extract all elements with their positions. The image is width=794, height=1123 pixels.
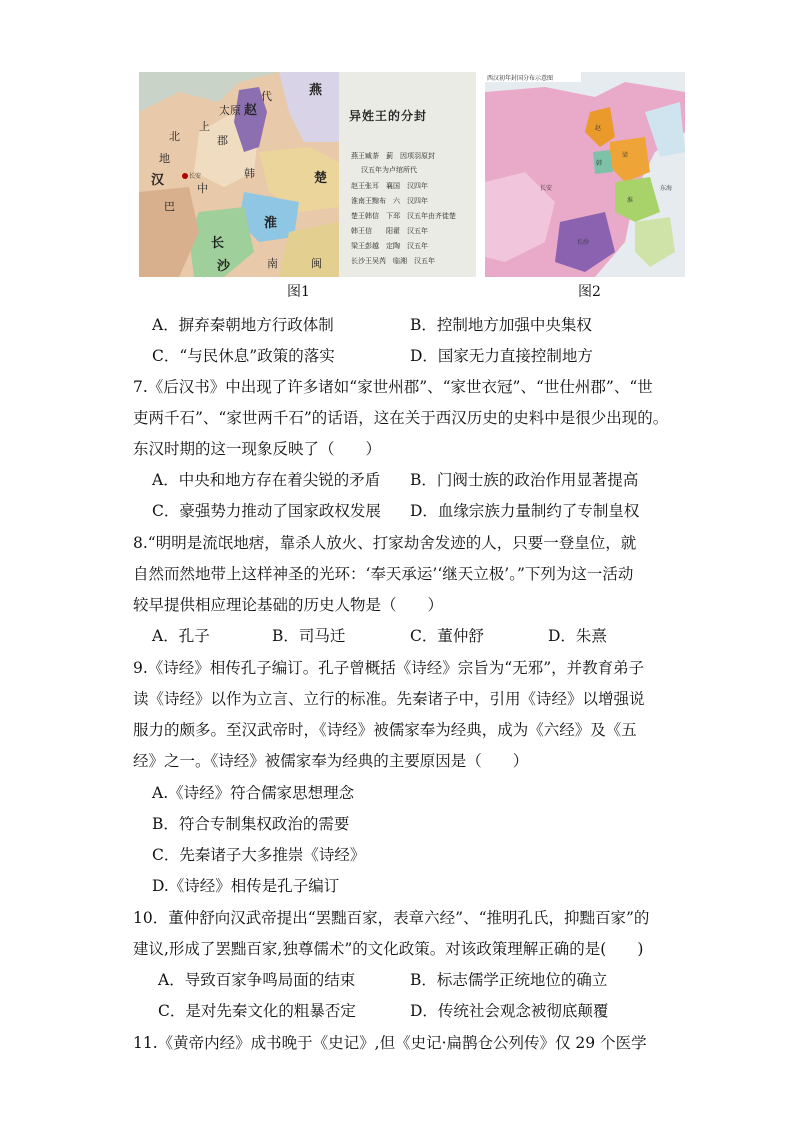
fig2-title: 西汉初年封国分布示意图 [487, 75, 554, 82]
q8-option-c: C．董仲舒 [410, 627, 484, 645]
q9-stem-line-1: 9.《诗经》相传孔子编订。孔子曾概括《诗经》宗旨为“无邪”，并教育弟子 [133, 659, 645, 677]
fig2-label-changan: 长安 [540, 185, 553, 192]
q10-option-c: C．是对先秦文化的粗暴否定 [158, 1002, 356, 1020]
fig1-list-row: 韩王信 阳翟 汉五年 [351, 227, 428, 235]
q9-stem-line-2: 读《诗经》以作为立言、立行的标准。先秦诸子中，引用《诗经》以增强说 [133, 690, 645, 708]
q10-option-d: D．传统社会观念被彻底颠覆 [410, 1002, 609, 1020]
q7-stem-line-2: 吏两千石”、“家世两千石”的话语，这在关于西汉历史的史料中是很少出现的。 [133, 409, 669, 427]
q10-stem-line-2: 建议,形成了罢黜百家,独尊儒术”的文化政策。对该政策理解正确的是( ) [133, 940, 644, 958]
fig2-label-changsha: 长沙 [577, 239, 590, 246]
q7-option-a: A．中央和地方存在着尖锐的矛盾 [152, 471, 381, 489]
figure-1-svg [139, 72, 476, 277]
figure-2-svg [485, 72, 685, 277]
q8-option-b: B．司马迁 [272, 627, 346, 645]
q6-option-c: C．“与民休息”政策的落实 [152, 347, 335, 365]
fig2-label-zhao: 赵 [595, 125, 602, 132]
q9-stem-line-4: 经》之一。《诗经》被儒家奉为经典的主要原因是（ ） [133, 752, 529, 770]
q7-option-c: C．豪强势力推动了国家政权发展 [152, 502, 381, 520]
q9-option-c: C．先秦诸子大多推崇《诗经》 [152, 846, 366, 864]
fig2-label-han: 韩 [596, 160, 603, 167]
fig1-list-row: 汉五年为卢绾所代 [361, 166, 417, 174]
q8-stem-line-2: 自然而然地带上这样神圣的光环：‘奉天承运’‘继天立极’。”下列为这一活动 [133, 565, 634, 583]
fig1-label-hanguo: 韩 [244, 167, 255, 180]
fig1-label-chang: 长 [211, 236, 225, 251]
q8-option-a: A．孔子 [152, 627, 210, 645]
fig1-list-title: 异姓王的分封 [349, 109, 428, 123]
q10-option-b: B．标志儒学正统地位的确立 [410, 971, 608, 989]
q8-stem-line-1: 8.“明明是流氓地痞，靠杀人放火、打家劫舍发迹的人，只要一登皇位，就 [133, 534, 637, 552]
fig1-label-chu: 楚 [314, 171, 328, 186]
figure-1-map [139, 72, 476, 277]
fig1-label-zhao: 赵 [244, 103, 258, 118]
fig1-label-di: 地 [159, 152, 170, 165]
fig1-label-yan: 燕 [309, 83, 323, 98]
q7-option-d: D．血缘宗族力量制约了专制皇权 [410, 502, 640, 520]
q7-stem-line-3: 东汉时期的这一现象反映了（ ） [133, 440, 382, 458]
fig1-label-shang: 上 [199, 120, 210, 133]
fig1-list-row: 淮南王黥布 六 汉四年 [351, 197, 428, 205]
q6-option-a: A．摒弃秦朝地方行政体制 [152, 316, 334, 334]
fig1-list-row: 燕王臧荼 蓟 因项羽原封 [351, 152, 435, 160]
fig1-list-row: 赵王张耳 襄国 汉四年 [351, 182, 428, 190]
fig2-label-huai: 淮 [627, 197, 634, 204]
q7-stem-line-1: 7.《后汉书》中出现了许多诸如“家世州郡”、“家世衣冠”、“世仕州郡”、“世 [133, 378, 653, 396]
fig1-list-row: 楚王韩信 下邳 汉五年由齐徙楚 [351, 212, 456, 220]
fig1-label-taiyuan: 太原 [219, 104, 241, 117]
q8-stem-line-3: 较早提供相应理论基础的历史人物是（ ） [133, 596, 444, 614]
q10-stem-line-1: 10．董仲舒向汉武帝提出“罢黜百家，表章六经”、“推明孔氏，抑黜百家”的 [133, 909, 650, 927]
q6-option-b: B．控制地方加强中央集权 [410, 316, 592, 334]
q6-option-d: D．国家无力直接控制地方 [410, 347, 593, 365]
q8-option-d: D．朱熹 [548, 627, 607, 645]
fig1-label-nan: 南 [267, 257, 278, 270]
fig1-label-ba: 巴 [164, 200, 175, 213]
q9-option-a: A.《诗经》符合儒家思想理念 [152, 784, 355, 802]
figure-1-caption: 图1 [287, 284, 310, 300]
fig1-label-han: 汉 [151, 173, 165, 188]
fig1-list-row: 长沙王吴芮 临湘 汉五年 [351, 257, 435, 265]
fig1-label-zhong: 中 [197, 182, 208, 195]
fig1-label-bei: 北 [169, 130, 180, 143]
fig1-label-jun: 郡 [217, 134, 228, 147]
fig1-label-dai: 代 [261, 90, 272, 103]
fig1-label-sha: 沙 [217, 259, 231, 274]
fig2-label-liang: 梁 [622, 152, 629, 159]
fig1-label-min: 闽 [311, 257, 322, 270]
fig1-label-huai: 淮 [264, 216, 278, 231]
q7-option-b: B．门阀士族的政治作用显著提高 [410, 471, 639, 489]
fig1-list-row: 梁王彭越 定陶 汉五年 [351, 242, 428, 250]
q9-option-b: B．符合专制集权政治的需要 [152, 815, 350, 833]
q11-stem-line-1: 11.《黄帝内经》成书晚于《史记》,但《史记·扁鹊仓公列传》仅 29 个医学 [133, 1034, 647, 1052]
fig2-label-donghai: 东海 [660, 185, 673, 192]
q9-stem-line-3: 服力的颇多。至汉武帝时，《诗经》被儒家奉为经典，成为《六经》及《五 [133, 721, 637, 739]
figure-2-caption: 图2 [578, 284, 601, 300]
q10-option-a: A．导致百家争鸣局面的结束 [158, 971, 356, 989]
q9-option-d: D.《诗经》相传是孔子编订 [152, 877, 340, 895]
figure-2-map [485, 72, 685, 277]
fig1-label-changan: 长安 [189, 173, 202, 180]
